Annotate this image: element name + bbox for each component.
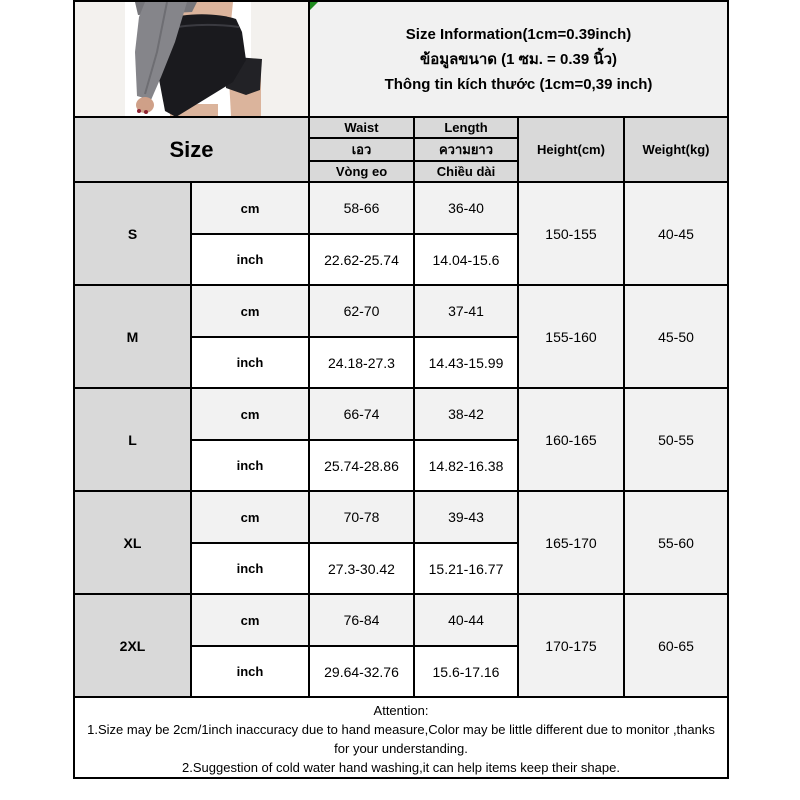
waist-inch-value: 25.74-28.86 — [309, 440, 414, 491]
attention-note-2: 2.Suggestion of cold water hand washing,it can help items keep their shape. — [182, 760, 620, 775]
unit-inch-label: inch — [191, 234, 309, 285]
table-row-2xl-cm — [74, 594, 728, 646]
unit-inch-label: inch — [191, 440, 309, 491]
green-triangle-icon — [310, 2, 318, 10]
waist-cm-value: 66-74 — [309, 388, 414, 440]
attention-note-1: 1.Size may be 2cm/1inch inaccuracy due to hand measure,Color may be little different due to monitor ,thanks for your understanding. — [87, 722, 715, 756]
weight-value: 45-50 — [624, 285, 728, 388]
unit-cm-label: cm — [191, 285, 309, 337]
attention-cell — [74, 697, 728, 778]
waist-cm-value: 62-70 — [309, 285, 414, 337]
waist-cm-value: 70-78 — [309, 491, 414, 543]
length-inch-value: 14.82-16.38 — [414, 440, 518, 491]
attention-title: Attention: — [373, 703, 429, 718]
waist-cm-value: 58-66 — [309, 182, 414, 234]
product-photo-cell — [74, 1, 309, 117]
weight-value: 60-65 — [624, 594, 728, 697]
column-header-weight: Weight(kg) — [624, 117, 728, 182]
column-header-waist-th: เอว — [309, 138, 414, 161]
column-header-length-en: Length — [414, 117, 518, 138]
column-header-height: Height(cm) — [518, 117, 624, 182]
weight-value: 40-45 — [624, 182, 728, 285]
unit-cm-label: cm — [191, 388, 309, 440]
column-header-waist-vi: Vòng eo — [309, 161, 414, 182]
length-cm-value: 40-44 — [414, 594, 518, 646]
size-value: L — [74, 388, 191, 491]
waist-inch-value: 22.62-25.74 — [309, 234, 414, 285]
size-chart-sheet — [73, 0, 729, 779]
waist-inch-value: 24.18-27.3 — [309, 337, 414, 388]
unit-inch-label: inch — [191, 646, 309, 697]
column-header-length-vi: Chiều dài — [414, 161, 518, 182]
height-value: 170-175 — [518, 594, 624, 697]
column-header-length-th: ความยาว — [414, 138, 518, 161]
size-info-title-en: Size Information(1cm=0.39inch) — [405, 25, 632, 43]
size-value: 2XL — [74, 594, 191, 697]
size-chart-table — [73, 0, 729, 779]
height-value: 160-165 — [518, 388, 624, 491]
length-inch-value: 15.6-17.16 — [414, 646, 518, 697]
column-header-size: Size — [74, 117, 309, 182]
waist-inch-value: 29.64-32.76 — [309, 646, 414, 697]
size-info-title-th: ข้อมูลขนาด (1 ซม. = 0.39 นิ้ว) — [419, 50, 618, 68]
weight-value: 50-55 — [624, 388, 728, 491]
length-inch-value: 14.04-15.6 — [414, 234, 518, 285]
table-row-s-cm — [74, 182, 728, 234]
size-value: XL — [74, 491, 191, 594]
size-info-title-vi: Thông tin kích thước (1cm=0,39 inch) — [384, 75, 653, 93]
column-header-waist-en: Waist — [309, 117, 414, 138]
attention-row — [74, 697, 728, 778]
header-row-en — [74, 117, 728, 138]
product-photo — [75, 2, 308, 116]
table-row-l-cm — [74, 388, 728, 440]
size-information-cell — [309, 1, 728, 117]
top-row — [74, 1, 728, 117]
weight-value: 55-60 — [624, 491, 728, 594]
unit-cm-label: cm — [191, 594, 309, 646]
waist-cm-value: 76-84 — [309, 594, 414, 646]
unit-inch-label: inch — [191, 337, 309, 388]
unit-inch-label: inch — [191, 543, 309, 594]
unit-cm-label: cm — [191, 182, 309, 234]
size-value: S — [74, 182, 191, 285]
length-cm-value: 39-43 — [414, 491, 518, 543]
height-value: 150-155 — [518, 182, 624, 285]
height-value: 165-170 — [518, 491, 624, 594]
length-cm-value: 38-42 — [414, 388, 518, 440]
height-value: 155-160 — [518, 285, 624, 388]
unit-cm-label: cm — [191, 491, 309, 543]
waist-inch-value: 27.3-30.42 — [309, 543, 414, 594]
length-inch-value: 14.43-15.99 — [414, 337, 518, 388]
table-row-xl-cm — [74, 491, 728, 543]
length-inch-value: 15.21-16.77 — [414, 543, 518, 594]
size-value: M — [74, 285, 191, 388]
length-cm-value: 36-40 — [414, 182, 518, 234]
length-cm-value: 37-41 — [414, 285, 518, 337]
table-row-m-cm — [74, 285, 728, 337]
